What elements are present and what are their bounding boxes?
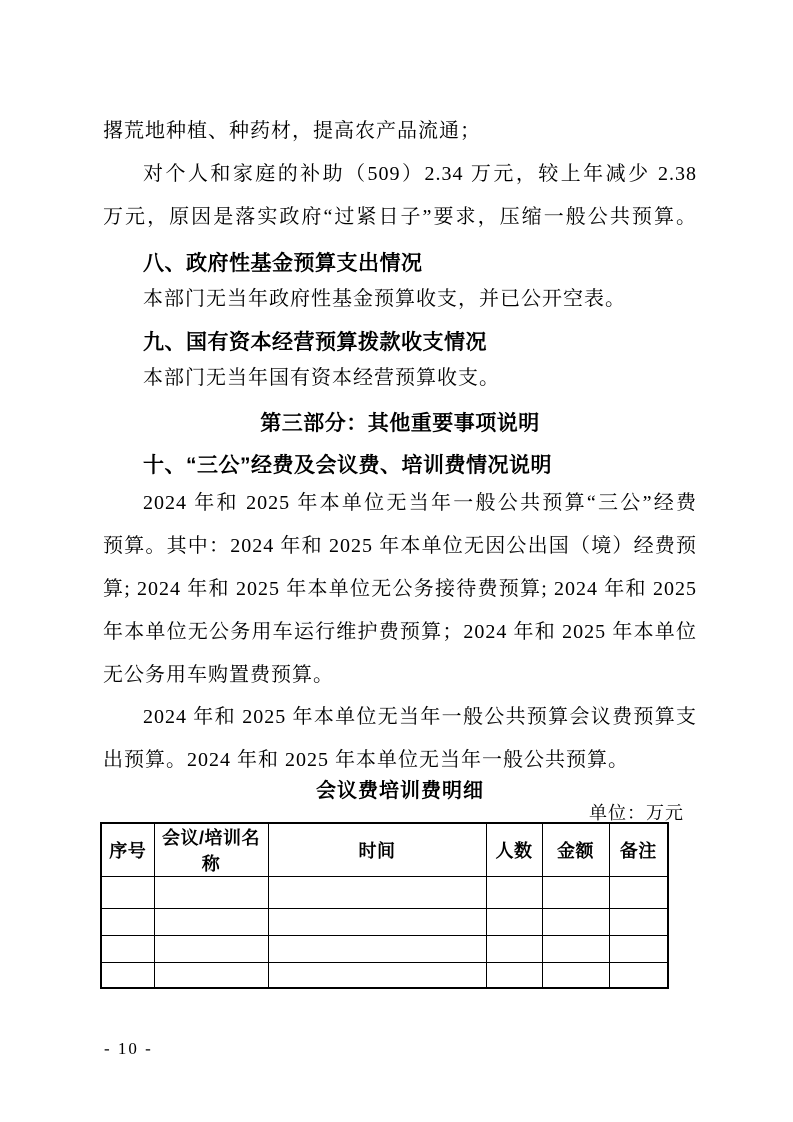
body-line-10a-5: 无公务用车购置费预算。 bbox=[103, 664, 334, 686]
table-cell bbox=[268, 936, 486, 963]
body-line-10a-2: 预算。其中：2024 年和 2025 年本单位无因公出国（境）经费预 bbox=[103, 535, 697, 557]
table-cell bbox=[154, 909, 268, 936]
table-header-row bbox=[101, 823, 668, 877]
table-cell bbox=[542, 936, 609, 963]
col-header-amount: 金额 bbox=[542, 823, 609, 877]
col-header-remarks: 备注 bbox=[609, 823, 668, 877]
body-line-section-8: 本部门无当年政府性基金预算收支，并已公开空表。 bbox=[143, 288, 626, 310]
table-cell bbox=[101, 936, 154, 963]
table-cell bbox=[609, 877, 668, 909]
table-title: 会议费培训费明细 bbox=[316, 780, 484, 802]
table-cell bbox=[542, 877, 609, 909]
section-heading-8: 八、政府性基金预算支出情况 bbox=[143, 252, 423, 275]
meeting-training-expense-table bbox=[100, 822, 669, 989]
table-cell bbox=[154, 877, 268, 909]
col-header-seq: 序号 bbox=[101, 823, 154, 877]
table-cell bbox=[486, 963, 542, 988]
table-cell bbox=[268, 963, 486, 988]
table-cell bbox=[486, 877, 542, 909]
body-line-continued: 撂荒地种植、种药材，提高农产品流通； bbox=[103, 120, 481, 142]
table-cell bbox=[101, 909, 154, 936]
body-line-10a-1: 2024 年和 2025 年本单位无当年一般公共预算“三公”经费 bbox=[143, 492, 697, 514]
table-unit-note: 单位：万元 bbox=[589, 803, 684, 823]
table-cell bbox=[542, 909, 609, 936]
table-row bbox=[101, 877, 668, 909]
table-row bbox=[101, 963, 668, 988]
table-cell bbox=[542, 963, 609, 988]
table-cell bbox=[154, 963, 268, 988]
table-cell bbox=[609, 963, 668, 988]
col-header-meeting-name: 会议/培训名称 bbox=[154, 823, 268, 877]
body-line-subsidy-1: 对个人和家庭的补助（509）2.34 万元，较上年减少 2.38 bbox=[143, 163, 697, 185]
body-line-10a-4: 年本单位无公务用车运行维护费预算；2024 年和 2025 年本单位 bbox=[103, 621, 697, 643]
table-cell bbox=[101, 963, 154, 988]
table-row bbox=[101, 936, 668, 963]
col-header-people-count: 人数 bbox=[486, 823, 542, 877]
body-line-10b-1: 2024 年和 2025 年本单位无当年一般公共预算会议费预算支 bbox=[143, 706, 697, 728]
table-cell bbox=[486, 936, 542, 963]
col-header-time: 时间 bbox=[268, 823, 486, 877]
table-cell bbox=[609, 909, 668, 936]
body-line-section-9: 本部门无当年国有资本经营预算收支。 bbox=[143, 367, 500, 389]
table-cell bbox=[486, 909, 542, 936]
page-number: - 10 - bbox=[104, 1039, 153, 1058]
body-line-10b-2: 出预算。2024 年和 2025 年本单位无当年一般公共预算。 bbox=[103, 749, 629, 771]
section-heading-10: 十、“三公”经费及会议费、培训费情况说明 bbox=[143, 454, 552, 477]
body-line-subsidy-2: 万元，原因是落实政府“过紧日子”要求，压缩一般公共预算。 bbox=[103, 206, 697, 228]
table-cell bbox=[101, 877, 154, 909]
part3-heading: 第三部分：其他重要事项说明 bbox=[260, 412, 540, 435]
body-line-10a-3: 算; 2024 年和 2025 年本单位无公务接待费预算; 2024 年和 2025 bbox=[103, 578, 697, 600]
table-cell bbox=[268, 909, 486, 936]
table-cell bbox=[268, 877, 486, 909]
table-row bbox=[101, 909, 668, 936]
section-heading-9: 九、国有资本经营预算拨款收支情况 bbox=[143, 331, 487, 354]
table-cell bbox=[154, 936, 268, 963]
table-cell bbox=[609, 936, 668, 963]
